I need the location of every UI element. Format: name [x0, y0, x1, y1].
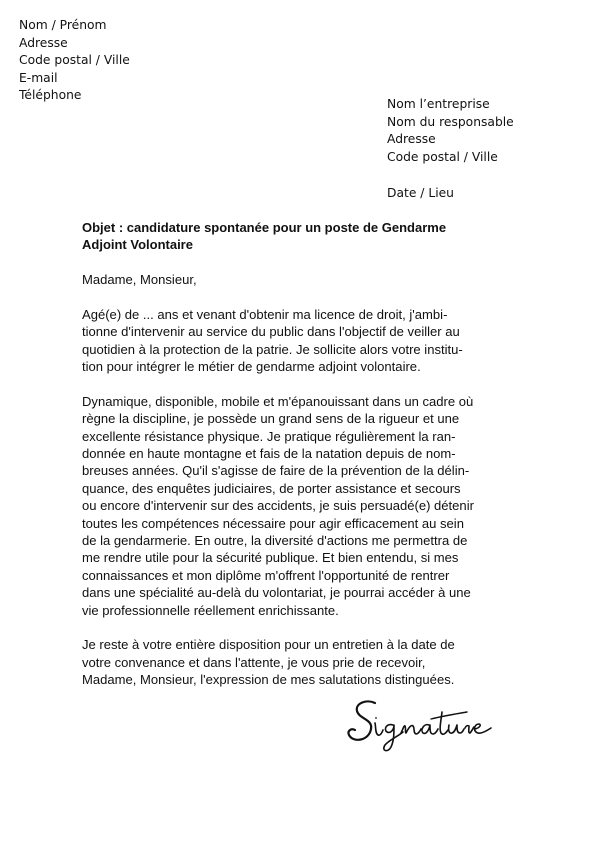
sender-block	[19, 17, 130, 105]
body-line: vie professionnelle réellement enrichissante.	[82, 602, 339, 618]
body-line: Je reste à votre entière disposition pour un entretien à la date de	[82, 637, 455, 653]
body-line: Madame, Monsieur, l'expression de mes salutations distinguées.	[82, 672, 455, 688]
paragraph-intro	[82, 306, 474, 376]
handwritten-signature	[345, 695, 495, 755]
sender-address: Adresse	[19, 35, 68, 50]
body-line: Agé(e) de ... ans et venant d'obtenir ma licence de droit, j'ambi-	[82, 306, 448, 322]
body-line: donnée en haute montagne et fais de la natation depuis de nom-	[82, 446, 456, 462]
subject-line: Objet : candidature spontanée pour un poste de Gendarme	[82, 220, 447, 235]
body-line: votre convenance et dans l'attente, je vous prie de recevoir,	[82, 654, 426, 670]
body-line: quotidien à la protection de la patrie. Je sollicite alors votre institu-	[82, 341, 463, 357]
paragraph-closing	[82, 636, 474, 688]
body-line: quance, des enquêtes judiciaires, de porter assistance et secours	[82, 480, 461, 496]
sender-name: Nom / Prénom	[19, 18, 107, 32]
paragraph-qualifications	[82, 393, 474, 619]
body-line: breuses années. Qu'il s'agisse de faire de la prévention de la délin-	[82, 463, 470, 479]
body-line: tion pour intégrer le métier de gendarme adjoint volontaire.	[82, 359, 421, 375]
body-line: ou encore d'intervenir sur des accidents, je suis persuadé(e) détenir	[82, 498, 474, 514]
body-line: Dynamique, disponible, mobile et m'épanouissant dans un cadre où	[82, 393, 474, 409]
body-line: règne la discipline, je possède un grand sens de la rigueur et une	[82, 411, 460, 427]
recipient-company: Nom l’entreprise	[387, 97, 490, 111]
body-line: toutes les compétences nécessaire pour agir efficacement au sein	[82, 515, 464, 531]
recipient-manager: Nom du responsable	[387, 114, 514, 129]
body-line: tionne d'intervenir au service du public dans l'objectif de veiller au	[82, 324, 460, 340]
sender-email: E-mail	[19, 70, 58, 85]
body-line: connaissances et mon diplôme m'offrent l'opportunité de rentrer	[82, 567, 450, 583]
salutation: Madame, Monsieur,	[82, 272, 197, 287]
recipient-postal-city: Code postal / Ville	[387, 149, 498, 164]
recipient-block	[387, 96, 514, 166]
letter-body	[82, 271, 474, 689]
sender-postal-city: Code postal / Ville	[19, 53, 130, 68]
body-line: de la gendarmerie. En outre, la diversité d'actions me permettra de	[82, 533, 468, 549]
letter-subject	[82, 219, 502, 254]
subject-line: Adjoint Volontaire	[82, 237, 193, 253]
body-line: excellente résistance physique. Je pratique régulièrement la ran-	[82, 428, 456, 444]
body-line: dans une spécialité au-delà du volontariat, je pourrai accéder à une	[82, 585, 471, 601]
sender-phone: Téléphone	[19, 88, 82, 103]
date-place: Date / Lieu	[387, 186, 454, 200]
body-line: me rendre utile pour la sécurité publique. Et bien entendu, si mes	[82, 550, 459, 566]
recipient-address: Adresse	[387, 132, 436, 147]
